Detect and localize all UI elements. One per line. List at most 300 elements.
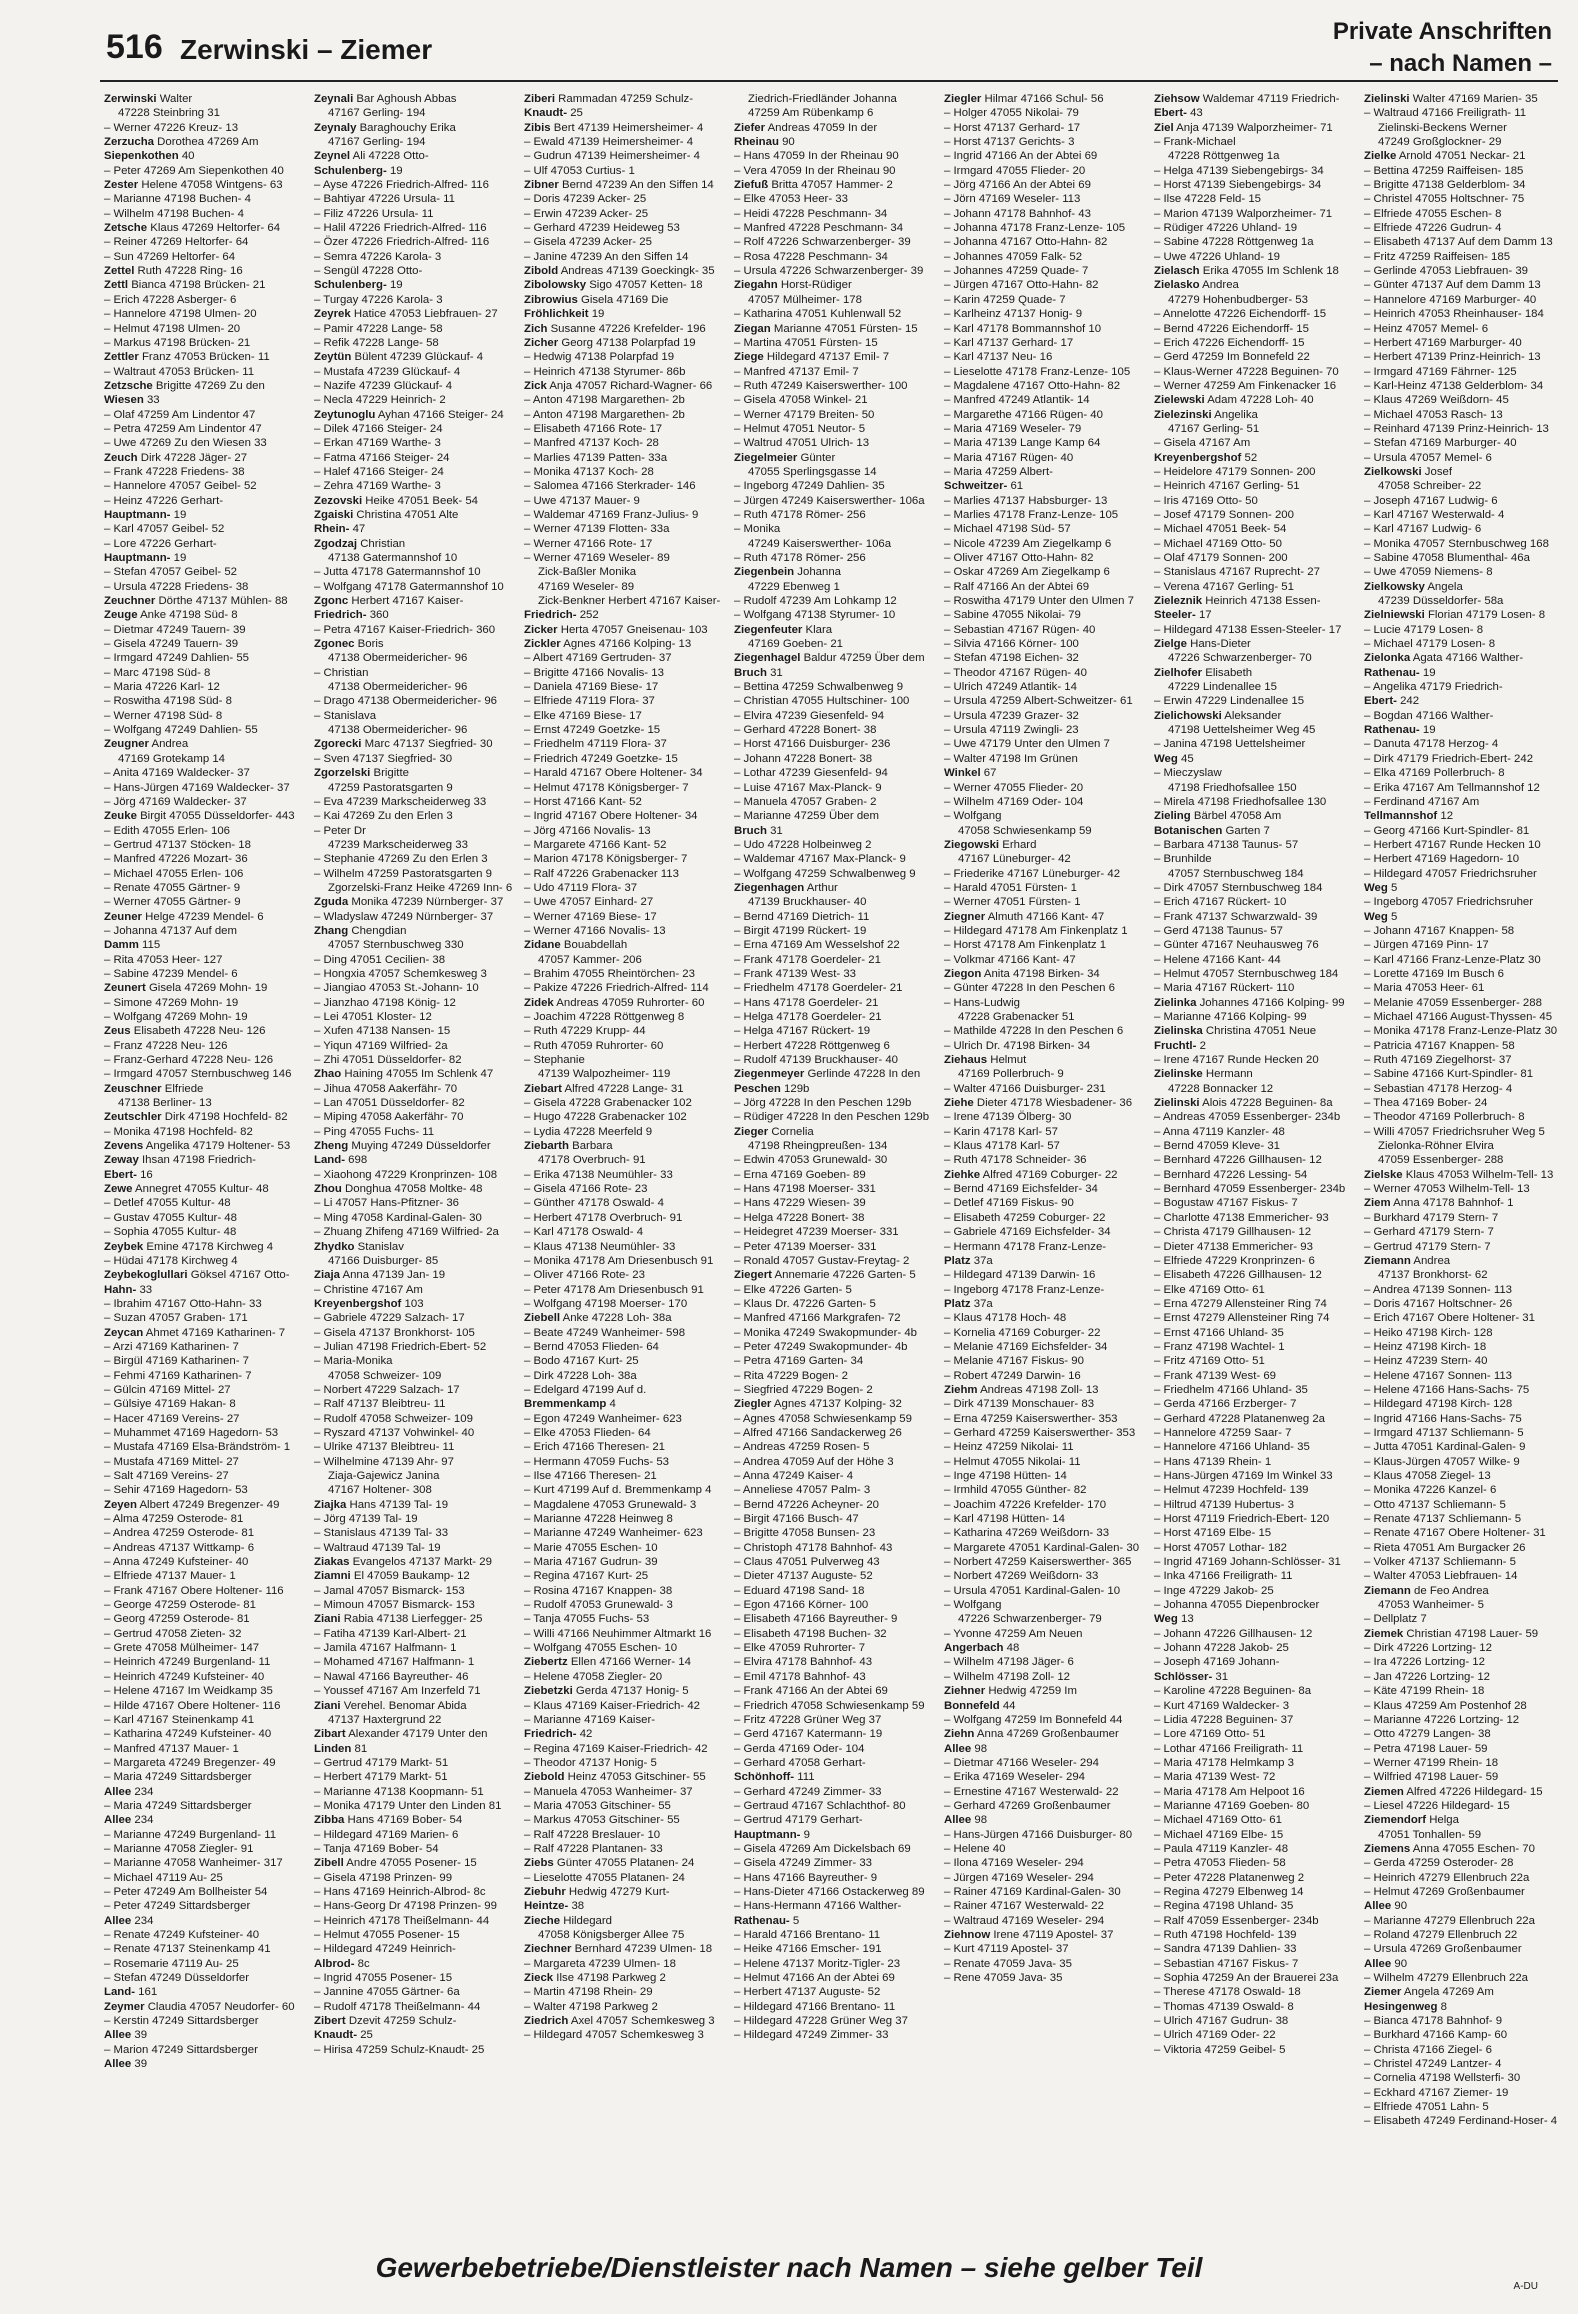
- directory-entry: – Frank 47139 West- 69: [1154, 1369, 1276, 1382]
- directory-entry: – Gisela 47249 Zimmer- 33: [734, 1857, 873, 1870]
- directory-entry: – Refik 47228 Lange- 58: [314, 336, 439, 349]
- directory-entry: – Markus 47053 Gitschiner- 55: [524, 1814, 680, 1827]
- directory-entry: – Hans 47169 Heinrich-Albrod- 8c: [314, 1885, 486, 1898]
- directory-entry: 47138 Obermeidericher- 96: [328, 724, 468, 737]
- directory-entry: – Gertrud 47179 Gerhart-: [734, 1814, 863, 1827]
- directory-entry: – Brigitte 47138 Gelderblom- 34: [1364, 179, 1526, 192]
- directory-entry: – Hiltrud 47139 Hubertus- 3: [1154, 1498, 1294, 1511]
- directory-entry: Zgodzaj Christian: [314, 537, 406, 550]
- directory-entry: – Anna 47119 Kanzler- 48: [1154, 1125, 1285, 1138]
- directory-entry: Ziegahn Horst-Rüdiger: [734, 279, 852, 292]
- directory-entry: Kreyenbergshof 103: [314, 1297, 424, 1310]
- directory-entry: Ziegelmeier Günter: [734, 451, 836, 464]
- directory-entry: – Erich 47167 Obere Holtener- 31: [1364, 1312, 1535, 1325]
- directory-entry: Zeugner Andrea: [104, 738, 189, 751]
- directory-entry: Ziegowski Erhard: [944, 838, 1037, 851]
- directory-entry: – Hilde 47167 Obere Holtener- 116: [104, 1699, 281, 1712]
- directory-entry: – Günther 47178 Oswald- 4: [524, 1197, 664, 1210]
- directory-entry: – Elke 47169 Otto- 61: [1154, 1283, 1265, 1296]
- directory-entry: – Frank-Michael: [1154, 136, 1236, 149]
- directory-entry: – Franz-Gerhard 47228 Neu- 126: [104, 1054, 274, 1067]
- directory-entry: – Klaus 47169 Kaiser-Friedrich- 42: [524, 1699, 701, 1712]
- directory-entry: – Martin 47198 Rhein- 29: [524, 1986, 653, 1999]
- directory-entry: Hesingenweg 8: [1364, 2000, 1447, 2013]
- directory-entry: – Fatma 47166 Steiger- 24: [314, 451, 450, 464]
- directory-entry: – Theodor 47167 Rügen- 40: [944, 666, 1087, 679]
- directory-entry: Ziegler Agnes 47137 Kolping- 32: [734, 1398, 902, 1411]
- directory-entry: 47228 Bonnacker 12: [1168, 1082, 1274, 1095]
- directory-entry: – Heike 47166 Emscher- 191: [734, 1943, 882, 1956]
- directory-entry: – Ralf 47228 Plantanen- 33: [524, 1842, 663, 1855]
- directory-entry: – Ursula 47239 Grazer- 32: [944, 709, 1079, 722]
- directory-entry: – Elfriede 47229 Kronprinzen- 6: [1154, 1254, 1315, 1267]
- directory-entry: Zguda Monika 47239 Nürnberger- 37: [314, 896, 504, 909]
- directory-entry: 47138 Obermeidericher- 96: [328, 652, 468, 665]
- directory-entry: – Monika 47178 Franz-Lenze-Platz 30: [1364, 1025, 1558, 1038]
- directory-entry: – Lieselotte 47178 Franz-Lenze- 105: [944, 365, 1131, 378]
- directory-entry: 47169 Pollerbruch- 9: [958, 1068, 1064, 1081]
- directory-entry: – Hans-Ludwig: [944, 996, 1020, 1009]
- directory-entry: – Roswitha 47198 Süd- 8: [104, 695, 232, 708]
- directory-entry: Ziefer Andreas 47059 In der: [734, 121, 878, 134]
- directory-entry: – Egon 47166 Körner- 100: [734, 1599, 869, 1612]
- directory-entry: – Helga 47139 Siebengebirgs- 34: [1154, 164, 1324, 177]
- directory-entry: – Uwe 47137 Mauer- 9: [524, 494, 640, 507]
- directory-entry: – Michael 47055 Erlen- 106: [104, 867, 244, 880]
- directory-entry: Zeuchner Dörthe 47137 Mühlen- 88: [104, 595, 288, 608]
- directory-entry: – Sandra 47139 Dahlien- 33: [1154, 1943, 1297, 1956]
- directory-entry: – Monika 47057 Sternbuschweg 168: [1364, 537, 1549, 550]
- directory-entry: Zettler Franz 47053 Brücken- 11: [104, 351, 270, 364]
- directory-entry: Angerbach 48: [944, 1642, 1020, 1655]
- directory-entry: – Johann 47226 Gillhausen- 12: [1154, 1627, 1313, 1640]
- directory-entry: – Barbara 47138 Taunus- 57: [1154, 838, 1299, 851]
- directory-entry: Zieger Cornelia: [734, 1125, 814, 1138]
- directory-entry: Zielinska Christina 47051 Neue: [1154, 1025, 1317, 1038]
- directory-entry: – Bernhard 47059 Essenberger- 234b: [1154, 1183, 1346, 1196]
- directory-entry: Zetzsche Brigitte 47269 Zu den: [104, 379, 265, 392]
- directory-entry: – Klaus-Jürgen 47057 Wilke- 9: [1364, 1455, 1520, 1468]
- directory-entry: – Miping 47058 Aakerfähr- 70: [314, 1111, 464, 1124]
- directory-entry: Kreyenbergshof 52: [1154, 451, 1258, 464]
- directory-entry: Zielasch Erika 47055 Im Schlenk 18: [1154, 265, 1339, 278]
- directory-entry: Zielge Hans-Dieter: [1154, 638, 1251, 651]
- directory-entry: – Melanie 47059 Essenberger- 288: [1364, 996, 1542, 1009]
- directory-entry: – Hildegard 47249 Zimmer- 33: [734, 2029, 889, 2042]
- directory-entry: Zeynali Bar Aghoush Abbas: [314, 93, 457, 105]
- directory-entry: – Hannelore 47198 Ulmen- 20: [104, 308, 257, 321]
- directory-entry: 47259 Pastoratsgarten 9: [328, 781, 453, 794]
- directory-entry: – Gerhard 47239 Heideweg 53: [524, 222, 680, 235]
- directory-entry: Zettel Ruth 47228 Ring- 16: [104, 265, 243, 278]
- directory-entry: – Wolfgang 47198 Moerser- 170: [524, 1297, 688, 1310]
- directory-entry: – Heidelore 47179 Sonnen- 200: [1154, 465, 1316, 478]
- directory-entry: – Uwe 47226 Uhland- 19: [1154, 250, 1281, 263]
- directory-entry: – Gülsiye 47169 Hakan- 8: [104, 1398, 236, 1411]
- directory-entry: – Ira 47226 Lortzing- 12: [1364, 1656, 1485, 1669]
- directory-entry: Zielichowski Aleksander: [1154, 709, 1282, 722]
- directory-entry: – Filiz 47226 Ursula- 11: [314, 207, 434, 220]
- directory-entry: – Hannelore 47169 Marburger- 40: [1364, 293, 1537, 306]
- directory-entry: Zeytün Bülent 47239 Glückauf- 4: [314, 351, 484, 364]
- directory-entry: – Reiner 47269 Heltorfer- 64: [104, 236, 249, 249]
- directory-entry: – Frank 47228 Friedens- 38: [104, 465, 245, 478]
- directory-entry: – Elisabeth 47249 Ferdinand-Hoser- 4: [1364, 2115, 1558, 2128]
- directory-entry: – Norbert 47259 Kaiserswerther- 365: [944, 1556, 1132, 1569]
- directory-entry: – Ruth 47249 Kaiserswerther- 100: [734, 379, 908, 392]
- directory-entry: – Uwe 47059 Niemens- 8: [1364, 566, 1493, 579]
- directory-entry: – Anton 47198 Margarethen- 2b: [524, 394, 685, 407]
- directory-entry: – Helga 47167 Rückert- 19: [734, 1025, 871, 1038]
- directory-entry: – Werner 47169 Weseler- 89: [524, 552, 670, 564]
- directory-entry: – Ibrahim 47167 Otto-Hahn- 33: [104, 1297, 262, 1310]
- directory-entry: – Werner 47198 Süd- 8: [104, 709, 223, 722]
- directory-entry: – Marion 47249 Sittardsberger: [104, 2043, 258, 2056]
- directory-entry: – Ralf 47226 Grabenacker 113: [524, 867, 679, 880]
- directory-entry: – Waltraud 47169 Weseler- 294: [944, 1914, 1105, 1927]
- directory-entry: – Hildegard 47198 Kirch- 128: [1364, 1398, 1513, 1411]
- directory-entry: – Marianne 47169 Kaiser-: [524, 1713, 656, 1726]
- directory-entry: – Irmgard 47055 Flieder- 20: [944, 164, 1086, 177]
- directory-entry: – Gerda 47169 Oder- 104: [734, 1742, 865, 1755]
- directory-entry: – Karl 47137 Neu- 16: [944, 351, 1053, 364]
- directory-entry: Albrod- 8c: [314, 1957, 370, 1970]
- directory-entry: – Magdalene 47167 Otto-Hahn- 82: [944, 379, 1121, 392]
- directory-entry: – Petra 47198 Lauer- 59: [1364, 1742, 1488, 1755]
- directory-entry: – Lieselotte 47055 Platanen- 24: [524, 1871, 685, 1884]
- directory-entry: – Joseph 47167 Ludwig- 6: [1364, 494, 1498, 507]
- directory-entry: – Hildegard 47169 Marien- 6: [314, 1828, 459, 1841]
- directory-entry: – Hacer 47169 Vereins- 27: [104, 1412, 240, 1425]
- directory-entry: – Semra 47226 Karola- 3: [314, 250, 442, 263]
- directory-entry: 47169 Weseler- 89: [538, 580, 635, 593]
- directory-entry: Zeycan Ahmet 47169 Katharinen- 7: [104, 1326, 286, 1339]
- directory-entry: – Anton 47198 Margarethen- 2b: [524, 408, 685, 421]
- directory-entry: – Helmut 47051 Neutor- 5: [734, 422, 866, 435]
- directory-entry: Zeuge Anke 47198 Süd- 8: [104, 609, 238, 622]
- directory-entry: Tellmannshof 12: [1364, 810, 1454, 823]
- directory-entry: – Marianne 47249 Burgenland- 11: [104, 1828, 277, 1841]
- directory-entry: – Johann 47228 Bonert- 38: [734, 752, 873, 765]
- section-title: Private Anschriften: [1332, 18, 1552, 45]
- directory-entry: Bremmenkamp 4: [524, 1398, 616, 1411]
- directory-entry: – Edelgard 47199 Auf d.: [524, 1383, 647, 1396]
- directory-entry: Zickler Agnes 47166 Kolping- 13: [524, 638, 692, 651]
- directory-entry: – Margarethe 47166 Rügen- 40: [944, 408, 1103, 421]
- directory-entry: Ziegert Annemarie 47226 Garten- 5: [734, 1269, 916, 1282]
- directory-entry: – George 47259 Osterode- 81: [104, 1599, 256, 1612]
- directory-entry: – Ewald 47139 Heimersheimer- 4: [524, 136, 694, 149]
- directory-entry: Zibolowsky Sigo 47057 Ketten- 18: [524, 279, 703, 292]
- directory-entry: – Mathilde 47228 In den Peschen 6: [944, 1025, 1124, 1038]
- directory-entry: – Horst 47166 Duisburger- 236: [734, 738, 891, 751]
- directory-entry: 47226 Schwarzenberger- 79: [958, 1613, 1102, 1626]
- directory-entry: – Drago 47138 Obermeidericher- 96: [314, 695, 497, 708]
- directory-entry: – Burkhard 47166 Kamp- 60: [1364, 2029, 1508, 2042]
- directory-entry: – Edwin 47053 Grunewald- 30: [734, 1154, 888, 1167]
- directory-entry: – Ursula 47259 Albert-Schweitzer- 61: [944, 695, 1133, 708]
- directory-entry: – Manfred 47228 Peschmann- 34: [734, 222, 904, 235]
- directory-entry: – Friedhelm 47178 Goerdeler- 21: [734, 982, 903, 995]
- directory-entry: – Ingeborg 47249 Dahlien- 35: [734, 480, 885, 493]
- directory-entry: – Doris 47167 Holtschner- 26: [1364, 1297, 1513, 1310]
- directory-entry: – Klaus 47178 Hoch- 48: [944, 1312, 1067, 1325]
- directory-entry: – Hildegard 47249 Heinrich-: [314, 1943, 456, 1956]
- directory-entry: – Hannelore 47166 Uhland- 35: [1154, 1441, 1310, 1454]
- directory-entry: – Regina 47198 Uhland- 35: [1154, 1900, 1294, 1913]
- directory-entry: – Dietmar 47166 Weseler- 294: [944, 1756, 1099, 1769]
- directory-entry: – Volker 47137 Schliemann- 5: [1364, 1556, 1516, 1569]
- directory-entry: – Walter 47198 Im Grünen: [944, 752, 1078, 765]
- directory-entry: Zeuch Dirk 47228 Jäger- 27: [104, 451, 248, 464]
- directory-entry: – Melanie 47167 Fiskus- 90: [944, 1355, 1084, 1368]
- directory-entry: – Wilhelm 47198 Jäger- 6: [944, 1656, 1074, 1669]
- directory-entry: – Walter 47166 Duisburger- 231: [944, 1082, 1106, 1095]
- directory-entry: – Walter 47198 Parkweg 2: [524, 2000, 658, 2013]
- directory-entry: – Gülcin 47169 Mittel- 27: [104, 1383, 231, 1396]
- directory-entry: – Norbert 47229 Salzach- 17: [314, 1383, 460, 1396]
- directory-entry: Ziebarth Barbara: [524, 1140, 613, 1153]
- directory-entry: Wiesen 33: [104, 394, 160, 407]
- directory-entry: – Wladyslaw 47249 Nürnberger- 37: [314, 910, 494, 923]
- directory-entry: – Heinrich 47167 Gerling- 51: [1154, 480, 1300, 493]
- directory-entry: 47137 Bronkhorst- 62: [1378, 1269, 1488, 1282]
- directory-entry: – Olaf 47179 Sonnen- 200: [1154, 552, 1288, 564]
- directory-entry: – Burkhard 47179 Stern- 7: [1364, 1211, 1499, 1224]
- directory-entry: – Egon 47249 Wanheimer- 623: [524, 1412, 682, 1425]
- directory-entry: 47229 Lindenallee 15: [1168, 681, 1277, 694]
- directory-entry: Zick-Baßler Monika: [538, 566, 637, 579]
- directory-entry: – Franz 47228 Neu- 126: [104, 1039, 228, 1052]
- directory-entry: – Klaus 47259 Am Postenhof 28: [1364, 1699, 1527, 1712]
- directory-entry: Ziemann de Feo Andrea: [1364, 1584, 1489, 1597]
- directory-entry: – Willi 47057 Friedrichsruher Weg 5: [1364, 1125, 1545, 1138]
- directory-entry: – Marion 47139 Walporzheimer- 71: [1154, 207, 1333, 220]
- directory-entry: – Erna 47259 Kaiserswerther- 353: [944, 1412, 1118, 1425]
- directory-entry: – Jianzhao 47198 König- 12: [314, 996, 456, 1009]
- directory-entry: – Karl 47178 Bommannshof 10: [944, 322, 1102, 335]
- directory-entry: – Eduard 47198 Sand- 18: [734, 1584, 865, 1597]
- directory-entry: Peschen 129b: [734, 1082, 810, 1095]
- directory-entry: Zibert Dzevit 47259 Schulz-: [314, 2015, 457, 2028]
- directory-entry: – Suzan 47057 Graben- 171: [104, 1312, 248, 1325]
- directory-entry: – Gustav 47055 Kultur- 48: [104, 1211, 237, 1224]
- directory-entry: – Manuela 47053 Wanheimer- 37: [524, 1785, 693, 1798]
- directory-entry: – Marion 47178 Königsberger- 7: [524, 853, 688, 866]
- directory-columns: [104, 92, 1564, 2222]
- directory-entry: – Maria 47167 Rückert- 110: [1154, 982, 1295, 995]
- directory-entry: 47057 Mülheimer- 178: [748, 293, 862, 306]
- directory-entry: – Karl-Heinz 47138 Gelderblom- 34: [1364, 379, 1544, 392]
- directory-entry: – Klaus 47178 Karl- 57: [944, 1140, 1060, 1153]
- directory-entry: – Herbert 47167 Runde Hecken 10: [1364, 838, 1541, 851]
- directory-entry: 47228 Grabenacker 51: [958, 1011, 1075, 1023]
- directory-entry: – Julian 47198 Friedrich-Ebert- 52: [314, 1340, 487, 1353]
- directory-entry: – Inge 47229 Jakob- 25: [1154, 1584, 1274, 1597]
- directory-entry: – Heinrich 47249 Kufsteiner- 40: [104, 1670, 265, 1683]
- directory-entry: – Frank 47139 West- 33: [734, 967, 856, 980]
- directory-entry: Zeway Ihsan 47198 Friedrich-: [104, 1154, 256, 1167]
- directory-entry: – Marianne 47259 Über dem: [734, 810, 880, 823]
- directory-entry: – Michael 47051 Beek- 54: [1154, 523, 1287, 536]
- directory-entry: – Gisela 47239 Acker- 25: [524, 236, 652, 249]
- directory-entry: – Irmgard 47137 Schliemann- 5: [1364, 1426, 1524, 1439]
- directory-entry: 47138 Berliner- 13: [118, 1097, 212, 1110]
- directory-entry: – Waltraut 47053 Brücken- 11: [104, 365, 255, 378]
- directory-entry: – Peter 47249 Am Bollheister 54: [104, 1885, 268, 1898]
- directory-entry: – Ilse 47228 Feld- 15: [1154, 193, 1262, 206]
- directory-entry: – Christel 47249 Lantzer- 4: [1364, 2058, 1502, 2071]
- directory-entry: – Wilhelm 47279 Ellenbruch 22a: [1364, 1972, 1528, 1985]
- directory-entry: Zetsche Klaus 47269 Heltorfer- 64: [104, 222, 281, 235]
- directory-entry: – Hüdai 47178 Kirchweg 4: [104, 1254, 238, 1267]
- directory-entry: Ebert- 43: [1154, 107, 1203, 120]
- directory-entry: – Werner 47259 Am Finkenacker 16: [1154, 379, 1337, 392]
- directory-entry: Ziebs Günter 47055 Platanen- 24: [524, 1857, 695, 1870]
- directory-entry: Zibner Bernd 47239 An den Siffen 14: [524, 179, 714, 192]
- directory-entry: – Johannes 47059 Falk- 52: [944, 250, 1083, 263]
- directory-entry: – Herbert 47137 Auguste- 52: [734, 1986, 881, 1999]
- directory-entry: – Otto 47279 Langen- 38: [1364, 1728, 1491, 1741]
- directory-entry: Zeunert Gisela 47269 Mohn- 19: [104, 982, 268, 995]
- directory-entry: – Jan 47226 Lortzing- 12: [1364, 1670, 1491, 1683]
- directory-entry: – Frank 47178 Goerdeler- 21: [734, 953, 881, 966]
- directory-entry: – Ralf 47137 Bleibtreu- 11: [314, 1398, 446, 1411]
- directory-entry: – Erich 47226 Eichendorff- 15: [1154, 336, 1305, 349]
- directory-entry: 47239 Düsseldorfer- 58a: [1378, 595, 1504, 608]
- directory-entry: – Stanislaus 47167 Ruprecht- 27: [1154, 566, 1320, 579]
- directory-entry: Schönhoff- 111: [734, 1771, 815, 1784]
- directory-entry: – Jürgen 47169 Weseler- 294: [944, 1871, 1094, 1884]
- directory-entry: – Wilhelmine 47139 Ahr- 97: [314, 1455, 454, 1468]
- directory-entry: – Regina 47167 Kurt- 25: [524, 1570, 649, 1583]
- directory-entry: – Birgit 47199 Rückert- 19: [734, 924, 867, 937]
- directory-entry: – Johannes 47259 Quade- 7: [944, 265, 1089, 278]
- directory-entry: – Gisela 47228 Grabenacker 102: [524, 1097, 692, 1110]
- directory-entry: Ziehnow Irene 47119 Apostel- 37: [944, 1929, 1114, 1941]
- directory-entry: – Christian 47055 Hultschiner- 100: [734, 695, 910, 708]
- directory-entry: – Roswitha 47179 Unter den Ulmen 7: [944, 595, 1134, 608]
- directory-entry: – Bodo 47167 Kurt- 25: [524, 1355, 639, 1368]
- directory-entry: – Hildegard 47057 Friedrichsruher: [1364, 867, 1537, 880]
- directory-entry: – Inge 47198 Hütten- 14: [944, 1470, 1067, 1482]
- directory-entry: – Ruth 47169 Ziegelhorst- 37: [1364, 1054, 1512, 1067]
- directory-entry: – Elvira 47239 Giesenfeld- 94: [734, 709, 885, 722]
- directory-entry: – Margarete 47051 Kardinal-Galen- 30: [944, 1541, 1140, 1554]
- directory-entry: – Inka 47166 Freiligrath- 11: [1154, 1570, 1293, 1583]
- directory-entry: – Jürgen 47169 Pinn- 17: [1364, 939, 1489, 952]
- directory-entry: – Ralf 47228 Breslauer- 10: [524, 1828, 661, 1841]
- directory-entry: Ziemens Anna 47055 Eschen- 70: [1364, 1842, 1535, 1855]
- directory-entry: – Eckhard 47167 Ziemer- 19: [1364, 2086, 1509, 2099]
- directory-entry: – Renate 47167 Obere Holtener- 31: [1364, 1527, 1546, 1540]
- directory-entry: – Stefan 47198 Eichen- 32: [944, 652, 1079, 665]
- directory-entry: – Hongxia 47057 Schemkesweg 3: [314, 967, 487, 980]
- directory-entry: – Rosa 47228 Peschmann- 34: [734, 250, 888, 263]
- directory-entry: – Zhuang Zhifeng 47169 Wilfried- 2a: [314, 1226, 499, 1239]
- directory-entry: – Margareta 47239 Ulmen- 18: [524, 1957, 676, 1970]
- directory-entry: – Ingrid 47166 An der Abtei 69: [944, 150, 1098, 163]
- directory-entry: – Helene 47167 Sonnen- 113: [1364, 1369, 1512, 1382]
- directory-entry: – Hildegard 47139 Darwin- 16: [944, 1269, 1096, 1282]
- directory-entry: Hahn- 33: [104, 1283, 153, 1296]
- directory-entry: – Roland 47279 Ellenbruch 22: [1364, 1929, 1518, 1941]
- directory-entry: – Josef 47179 Sonnen- 200: [1154, 508, 1294, 521]
- directory-entry: – Ernestine 47167 Westerwald- 22: [944, 1785, 1119, 1798]
- directory-entry: – Waldemar 47167 Max-Planck- 9: [734, 853, 906, 866]
- directory-entry: – Gertrud 47179 Markt- 51: [314, 1756, 449, 1769]
- directory-entry: – Günter 47167 Neuhausweg 76: [1154, 939, 1319, 952]
- directory-entry: Zeuke Birgit 47055 Düsseldorfer- 443: [104, 810, 295, 823]
- directory-entry: – Michael 47179 Losen- 8: [1364, 638, 1496, 651]
- directory-entry: – Brunhilde: [1154, 853, 1212, 866]
- directory-entry: – Stephanie: [524, 1054, 585, 1067]
- directory-entry: – Kerstin 47249 Sittardsberger: [104, 2015, 259, 2028]
- directory-entry: – Horst 47139 Siebengebirgs- 34: [1154, 179, 1322, 192]
- directory-entry: – Ulrich 47167 Gudrun- 38: [1154, 2015, 1289, 2028]
- directory-entry: – Petra 47259 Am Lindentor 47: [104, 422, 262, 435]
- directory-entry: – Herbert 47228 Röttgenweg 6: [734, 1039, 890, 1052]
- directory-entry: Zibba Hans 47169 Bober- 54: [314, 1814, 463, 1827]
- directory-entry: – Lorette 47169 Im Busch 6: [1364, 967, 1504, 980]
- directory-entry: – Hannelore 47057 Geibel- 52: [104, 480, 257, 493]
- directory-entry: – Gertrud 47058 Zieten- 32: [104, 1627, 242, 1640]
- directory-entry: Allee 234: [104, 1914, 154, 1927]
- directory-entry: Zidane Bouabdellah: [524, 939, 628, 952]
- directory-entry: – Wolfgang 47055 Eschen- 10: [524, 1642, 678, 1655]
- directory-entry: Land- 161: [104, 1986, 158, 1999]
- directory-entry: Zgonc Herbert 47167 Kaiser-: [314, 595, 464, 608]
- directory-entry: – Gerhard 47058 Gerhart-: [734, 1756, 866, 1769]
- directory-entry: – Wolfgang 47269 Mohn- 19: [104, 1011, 248, 1023]
- directory-entry: – Ping 47055 Fuchs- 11: [314, 1125, 435, 1138]
- directory-entry: – Monika 47178 Am Driesenbusch 91: [524, 1254, 714, 1267]
- directory-entry: – Maria 47139 West- 72: [1154, 1771, 1276, 1784]
- directory-entry: Schweitzer- 61: [944, 480, 1024, 493]
- directory-entry: Zester Helene 47058 Wintgens- 63: [104, 179, 283, 192]
- directory-entry: – Verena 47167 Gerling- 51: [1154, 580, 1294, 593]
- directory-entry: Zielke Arnold 47051 Neckar- 21: [1364, 150, 1526, 163]
- directory-entry: – Robert 47249 Darwin- 16: [944, 1369, 1081, 1382]
- directory-entry: – Lothar 47239 Giesenfeld- 94: [734, 767, 888, 780]
- directory-entry: – Hildegard 47178 Am Finkenplatz 1: [944, 924, 1128, 937]
- directory-entry: – Erika 47167 Am Tellmannshof 12: [1364, 781, 1540, 794]
- directory-entry: – Oliver 47166 Rote- 23: [524, 1269, 645, 1282]
- directory-entry: – Maria 47178 Helmkamp 3: [1154, 1756, 1294, 1769]
- directory-entry: – Necla 47229 Heinrich- 2: [314, 394, 446, 407]
- directory-entry: – Arzi 47169 Katharinen- 7: [104, 1340, 239, 1353]
- directory-entry: – Sven 47137 Siegfried- 30: [314, 752, 453, 765]
- directory-entry: – Rene 47059 Java- 35: [944, 1972, 1063, 1985]
- directory-entry: – Karl 47178 Oswald- 4: [524, 1226, 644, 1239]
- directory-entry: – Christel 47055 Holtschner- 75: [1364, 193, 1525, 206]
- directory-entry: Ziaja-Gajewicz Janina: [328, 1470, 440, 1482]
- directory-entry: – Reinhard 47139 Prinz-Heinrich- 13: [1364, 422, 1549, 435]
- directory-entry: – Ingrid 47167 Obere Holtener- 34: [524, 810, 698, 823]
- directory-entry: – Dieter 47138 Emmericher- 93: [1154, 1240, 1313, 1253]
- directory-entry: – Rosemarie 47119 Au- 25: [104, 1957, 239, 1970]
- directory-entry: Zeynaly Baraghouchy Erika: [314, 121, 456, 134]
- directory-entry: – Albert 47169 Gertruden- 37: [524, 652, 672, 665]
- directory-entry: Ziegner Almuth 47166 Kant- 47: [944, 910, 1105, 923]
- directory-entry: – Elfriede 47119 Flora- 37: [524, 695, 655, 708]
- directory-entry: Ziaja Anna 47139 Jan- 19: [314, 1269, 446, 1282]
- directory-entry: – Marianne 47226 Lortzing- 12: [1364, 1713, 1520, 1726]
- directory-entry: – Horst 47169 Elbe- 15: [1154, 1527, 1272, 1540]
- directory-entry: – Marianne 47166 Kolping- 99: [1154, 1011, 1307, 1023]
- directory-entry: – Jutta 47051 Kardinal-Galen- 9: [1364, 1441, 1526, 1454]
- directory-entry: – Marie 47055 Eschen- 10: [524, 1541, 658, 1554]
